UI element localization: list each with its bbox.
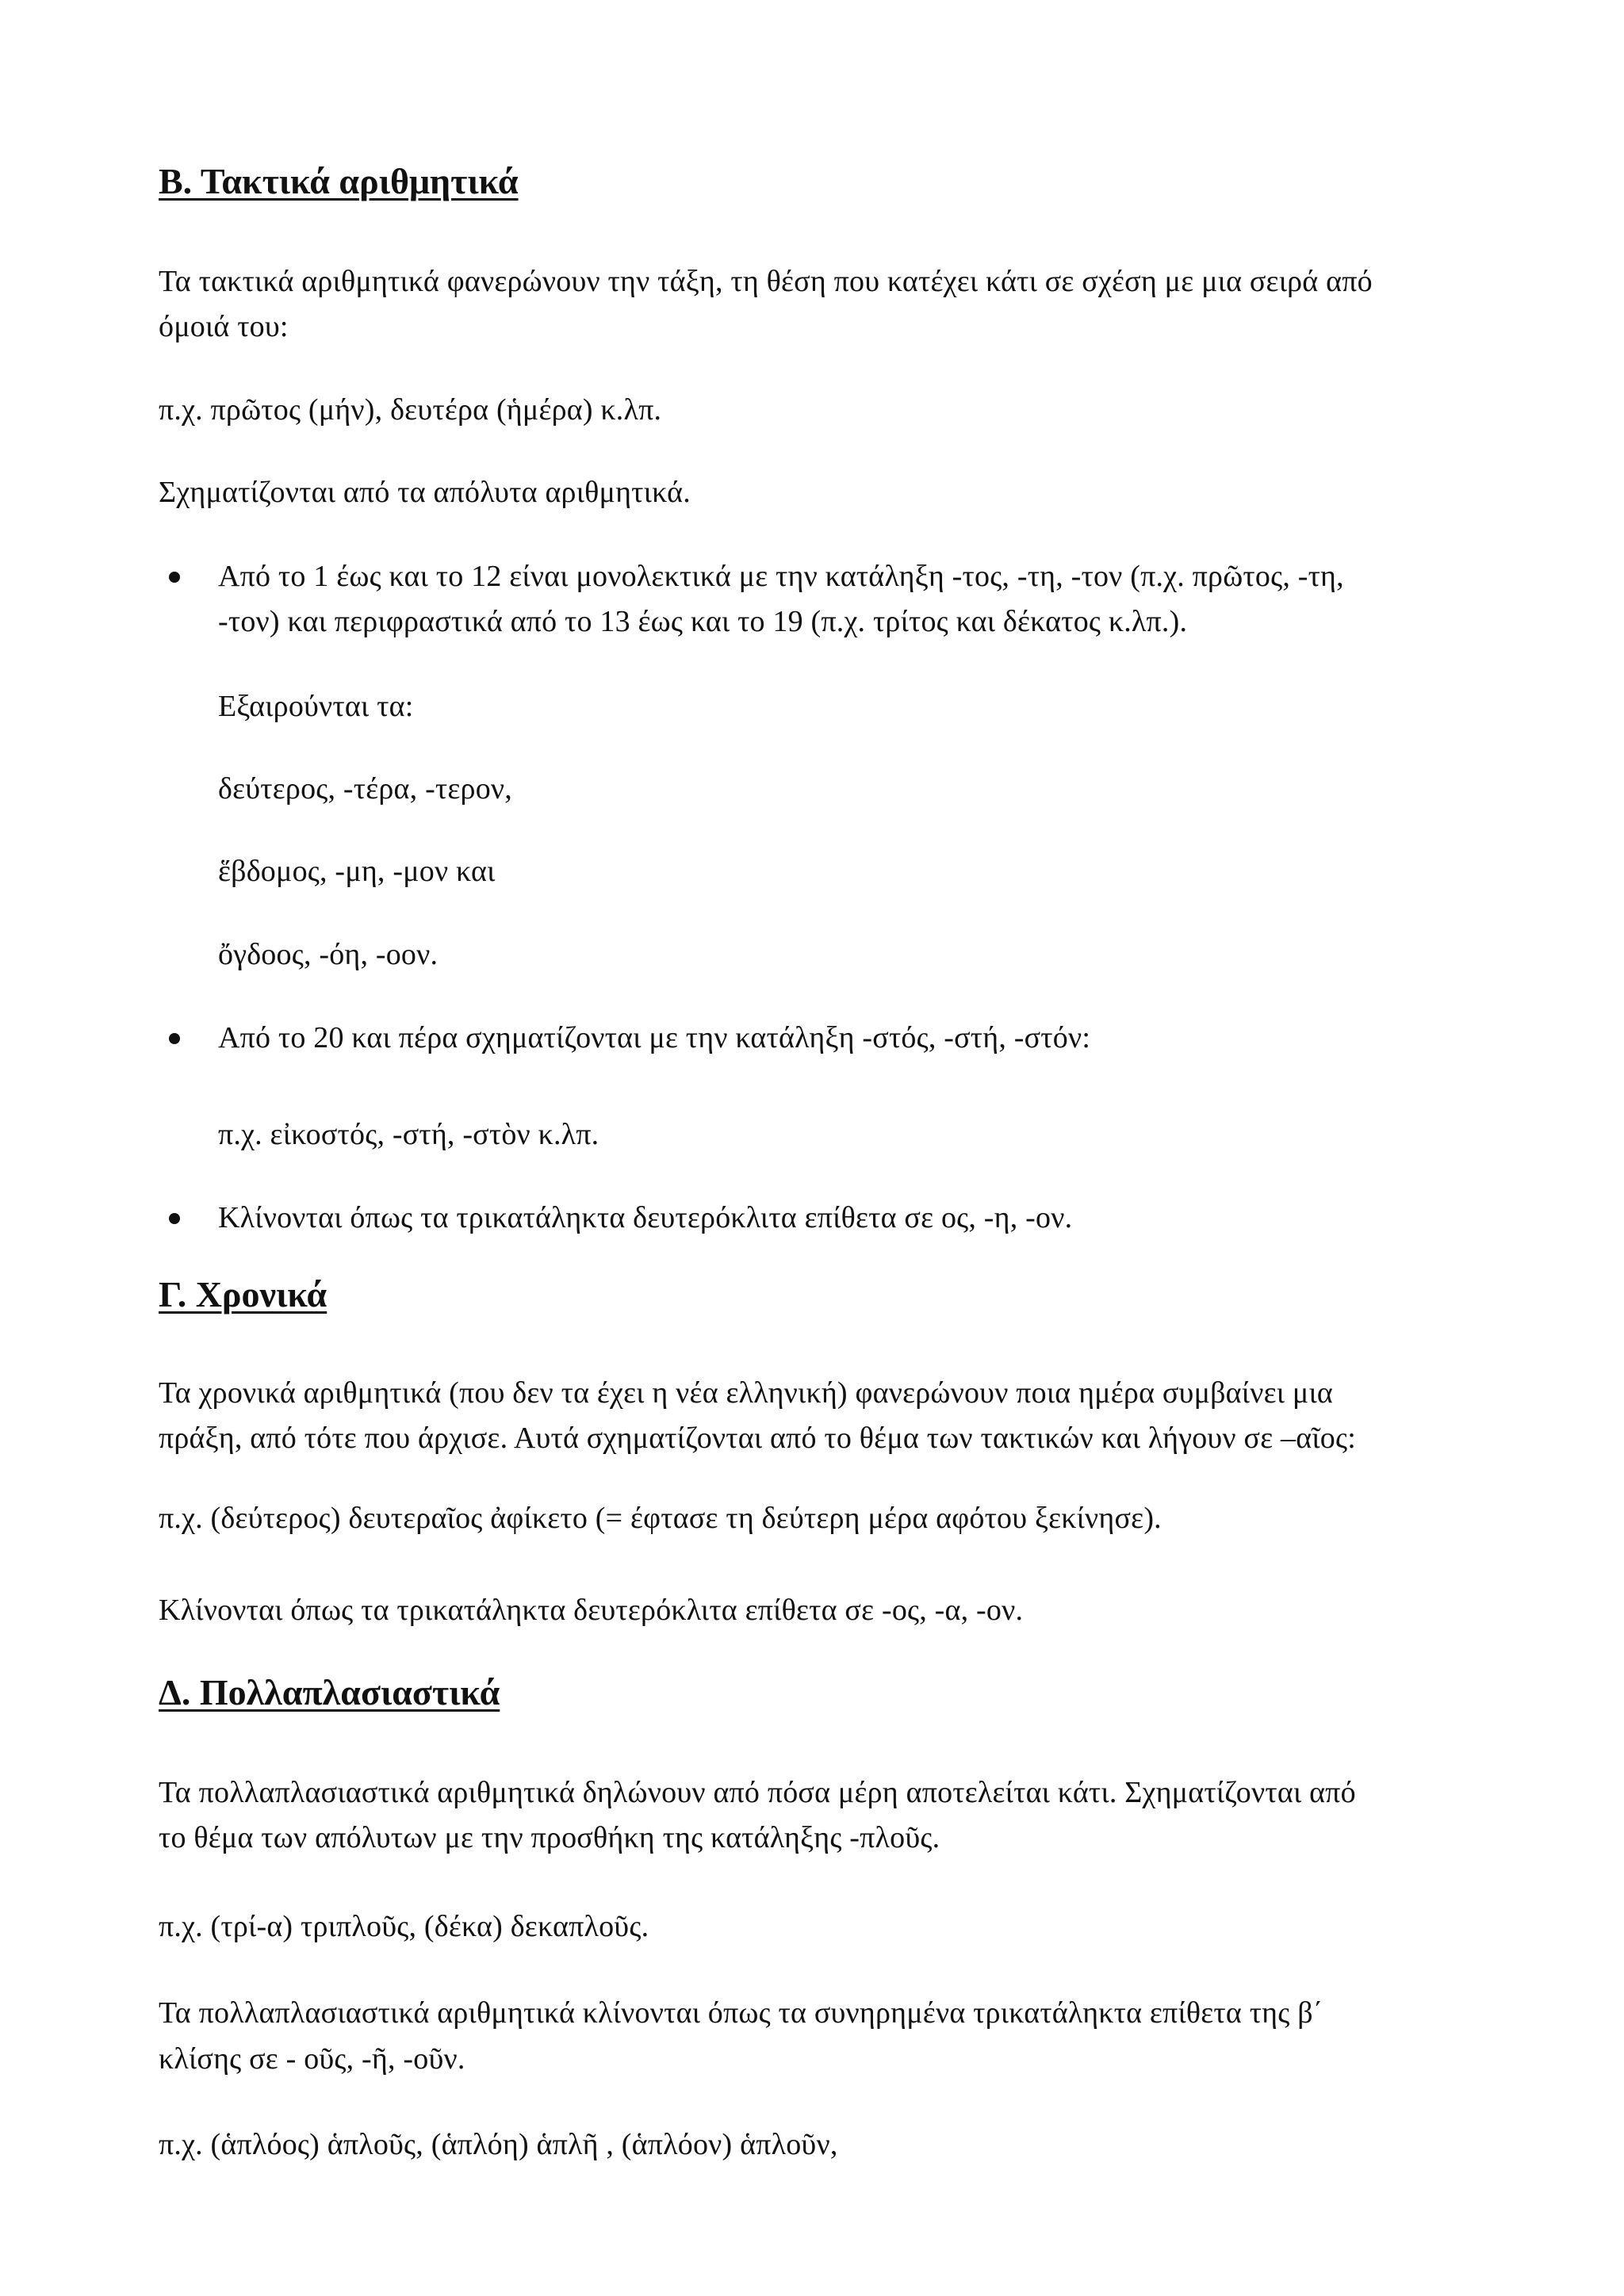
paragraph-line: κλίσης σε - οῦς, -ῆ, -οῦν. bbox=[159, 2042, 465, 2076]
bullet-icon bbox=[169, 1033, 180, 1044]
section-heading-b: Β. Τακτικά αριθμητικά bbox=[159, 161, 519, 201]
bullet-item-line: Από το 20 και πέρα σχηματίζονται με την κατάληξη -στός, -στή, -στόν: bbox=[218, 1021, 1091, 1054]
section-heading-d: Δ. Πολλαπλασιαστικά bbox=[159, 1672, 500, 1712]
bullet-icon bbox=[169, 1213, 180, 1224]
section-heading-c: Γ. Χρονικά bbox=[159, 1274, 327, 1314]
example-line: π.χ. πρῶτος (μήν), δευτέρα (ἡμέρα) κ.λπ. bbox=[159, 393, 662, 427]
exception-item: ὄγδοος, -όη, -οον. bbox=[218, 938, 439, 971]
example-line: π.χ. (δεύτερος) δευτεραῖος ἀφίκετο (= έφτασε τη δεύτερη μέρα αφότου ξεκίνησε). bbox=[159, 1502, 1162, 1535]
paragraph-line: Τα πολλαπλασιαστικά αριθμητικά κλίνονται όπως τα συνηρημένα τρικατάληκτα επίθετα της β΄ bbox=[159, 1996, 1323, 2030]
bullet-item-line: Κλίνονται όπως τα τρικατάληκτα δευτερόκλιτα επίθετα σε ος, -η, -ον. bbox=[218, 1201, 1073, 1234]
paragraph-line: Τα τακτικά αριθμητικά φανερώνουν την τάξη, τη θέση που κατέχει κάτι σε σχέση με μια σειρά από bbox=[159, 265, 1373, 298]
paragraph-line: πράξη, από τότε που άρχισε. Αυτά σχηματίζονται από το θέμα των τακτικών και λήγουν σε –αῖος: bbox=[159, 1422, 1356, 1455]
paragraph-line: το θέμα των απόλυτων με την προσθήκη της κατάληξης -πλοῦς. bbox=[159, 1821, 940, 1854]
paragraph-line: Τα χρονικά αριθμητικά (που δεν τα έχει η νέα ελληνική) φανερώνουν ποια ημέρα συμβαίνει μια bbox=[159, 1376, 1333, 1410]
paragraph-line: όμοιά του: bbox=[159, 310, 289, 343]
paragraph-line: Κλίνονται όπως τα τρικατάληκτα δευτερόκλιτα επίθετα σε -ος, -α, -ον. bbox=[159, 1594, 1024, 1627]
exceptions-label: Εξαιρούνται τα: bbox=[218, 690, 414, 723]
paragraph-line: Τα πολλαπλασιαστικά αριθμητικά δηλώνουν από πόσα μέρη αποτελείται κάτι. Σχηματίζονται από bbox=[159, 1776, 1356, 1809]
paragraph-line: Σχηματίζονται από τα απόλυτα αριθμητικά. bbox=[159, 476, 691, 509]
bullet-item-line: Από το 1 έως και το 12 είναι μονολεκτικά με την κατάληξη -τος, -τη, -τον (π.χ. πρῶτος, -τη, bbox=[218, 560, 1344, 593]
bullet-icon bbox=[169, 572, 180, 583]
bullet-item-line: -τον) και περιφραστικά από το 13 έως και το 19 (π.χ. τρίτος και δέκατος κ.λπ.). bbox=[218, 605, 1188, 638]
example-line: π.χ. (ἁπλόος) ἁπλοῦς, (ἁπλόη) ἁπλῆ , (ἁπλόον) ἁπλοῦν, bbox=[159, 2128, 838, 2161]
exception-item: ἕβδομος, -μη, -μον και bbox=[218, 855, 496, 888]
example-line: π.χ. εἰκοστός, -στή, -στὸν κ.λπ. bbox=[218, 1118, 599, 1151]
example-line: π.χ. (τρί-α) τριπλοῦς, (δέκα) δεκαπλοῦς. bbox=[159, 1910, 649, 1943]
exception-item: δεύτερος, -τέρα, -τερον, bbox=[218, 772, 512, 806]
